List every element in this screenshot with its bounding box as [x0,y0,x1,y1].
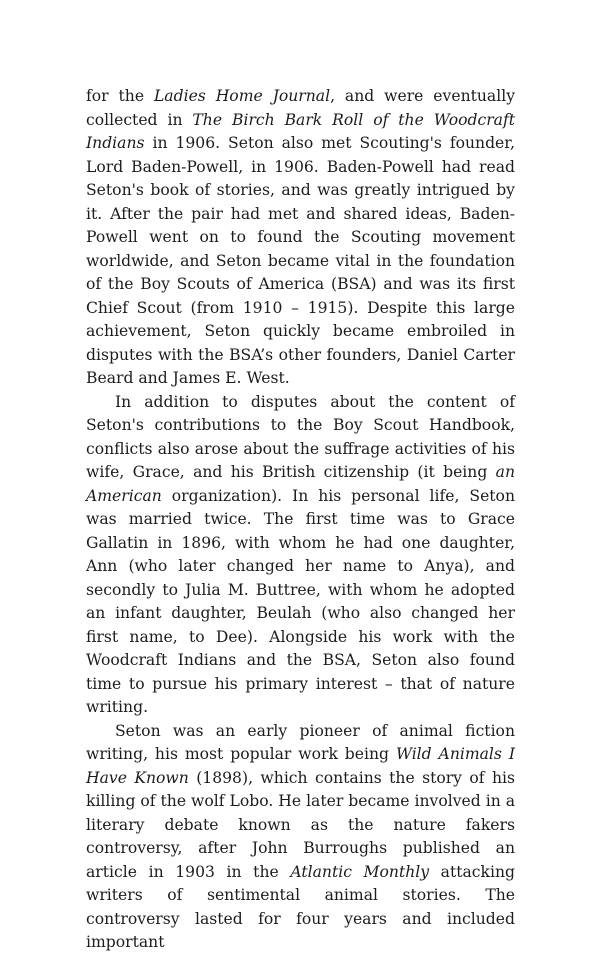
italic-phrase-an-american: an American [86,463,515,505]
paragraph-1 [86,85,515,391]
italic-title-wild-animals: Wild Animals I Have Known [86,745,515,787]
page-body [86,85,515,955]
text-segment: (1898), which contains the story of his killing of the wolf Lobo. He later became involved in a literary debate known as the nature fakers controversy, after John Burroughs published an article in 1903 in the [86,768,515,881]
italic-title-birch-bark-roll: The Birch Bark Roll of the Woodcraft Indians [86,110,515,152]
paragraph-3 [86,720,515,955]
text-segment: Seton was an early pioneer of animal fiction writing, his most popular work being [86,721,515,763]
italic-title-ladies-home-journal: Ladies Home Journal [153,87,331,105]
text-segment: attacking writers of sentimental animal stories. The controversy lasted for four years and included important [86,862,516,951]
text-segment: for the [86,87,154,105]
text-segment: , and were eventually collected in [86,87,516,129]
paragraph-2 [86,391,515,720]
text-segment: In addition to disputes about the content of Seton's contributions to the Boy Scout Handbook, conflicts also arose about the suffrage activities of his wife, Grace, and his British citizenship (it being [86,392,515,481]
text-segment: organization). In his personal life, Seton was married twice. The first time was to Grace Gallatin in 1896, with whom he had one daughter, Ann (who later changed her name to Anya), and secondly to Julia M. Buttree, with whom he adopted an infant daughter, Beulah (who also changed her first name, to Dee). Alongside his work with the Woodcraft Indians and the BSA, Seton also found time to pursue his primary interest – that of nature writing. [86,486,515,716]
text-segment: in 1906. Seton also met Scouting's founder, Lord Baden-Powell, in 1906. Baden-Powell had read Seton's book of stories, and was greatly intrigued by it. After the pair had met and shared ideas, Baden-Powell went on to found the Scouting movement worldwide, and Seton became vital in the foundation of the Boy Scouts of America (BSA) and was its first Chief Scout (from 1910 – 1915). Despite this large achievement, Seton quickly became embroiled in disputes with the BSA’s other founders, Daniel Carter Beard and James E. West. [86,134,515,387]
italic-title-atlantic-monthly: Atlantic Monthly [290,862,430,881]
